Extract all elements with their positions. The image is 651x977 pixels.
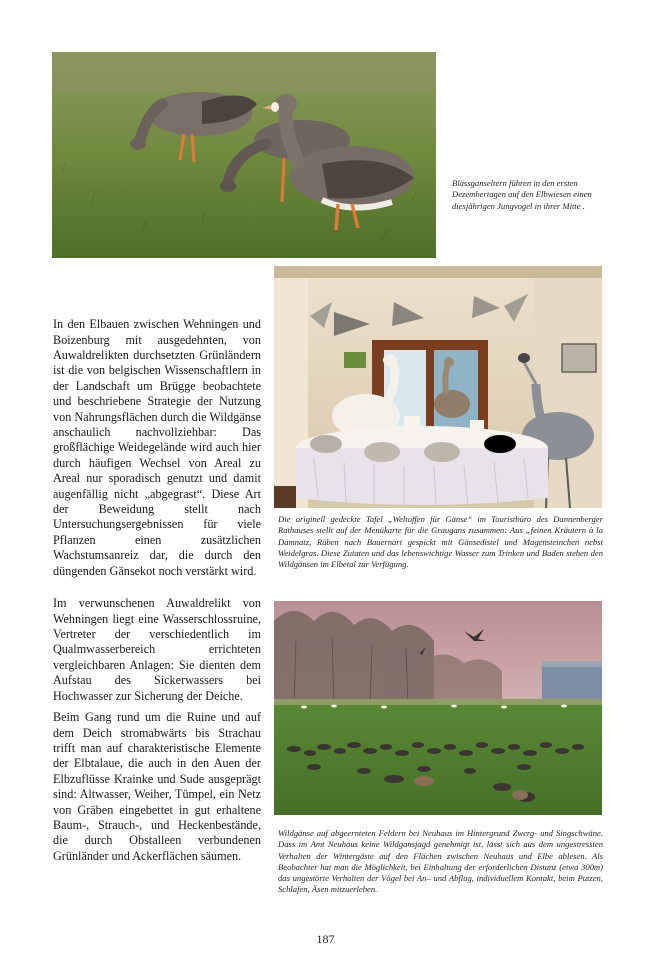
photo-geese-meadow bbox=[52, 52, 436, 258]
body-paragraph-3: Beim Gang rund um die Ruine und auf dem Deich stromabwärts bis Strachau trifft man auf charakteristische Elemente der Elbtalaue, die auch in den Auen der Elbzuflüsse Krainke und Sude ausgeprägt sind: Altwasser, Weiher, Tümpel, ein Netz von Gräben eingebettet in gut erhaltene Baum-, Strauch-, und Heckenbestände, die durch Obstalleen verbundenen Grünländer und Ackerflächen säumen. bbox=[53, 710, 261, 863]
photo-goose-table-exhibit bbox=[274, 266, 602, 508]
caption-geese: Blässganseltern führen in den ersten Dezembertagen auf den Elbwiesen einen diesjährigen Jungvogel in ihrer Mitte . bbox=[452, 178, 592, 211]
page-number: 187 bbox=[316, 932, 335, 946]
photo-geese-field bbox=[274, 601, 602, 815]
body-paragraph-2: Im verwunschenen Auwaldrelikt von Wehningen liegt eine Wasserschlossruine, Vertreter der verschiedentlich im Qualmwasserbereich errichteten vergleichbaren Anlagen: Sie dienten dem Aufstau des Sickerwassers bei Hochwasser zur Sicherung der Deiche. bbox=[53, 596, 261, 703]
caption-field: Wildgänse auf abgeernteten Feldern bei Neuhaus im Hintergrund Zwerg- und Singschwäne. Dass im Amt Neuhaus keine Wildgansjagd genehmigt ist, lässt sich aus dem ungestressten Verhalten der Wintergäste auf den Flächen zwischen Neuhaus und Elbe ablesen. Als Beobachter hat man die Möglichkeit, bei Einhaltung der erforderlichen Distanz (etwa 300m) das ungestörte Verhalten der Vögel bei An– und Abflug, individuellem Kontakt, beim Putzen, Schlafen, Äsen mitzuerleben. bbox=[278, 828, 603, 895]
body-paragraph-1: In den Elbauen zwischen Wehningen und Boizenburg mit ausgedehnten, von Auwaldrelikten durchsetzten Grünländern ist die von belgischen Wissenschaftlern in der Landschaft um Brügge beobachtete und beschriebene Strategie der Nutzung von Nahrungsflächen durch die Wildgänse anschaulich nachvollziehbar: Das großflächige Weidegelände wird auch hier durch häufigen Wechsel von Areal zu Areal nur sporadisch genutzt und damit augenfällig nicht „abgegrast“. Diese Art der Beweidung stellt nach Untersuchungsergebnissen für viele Pflanzen einen zusätzlichen Wachstumsanreiz dar, die durch den düngenden Gänsekot noch verstärkt wird. bbox=[53, 317, 261, 578]
caption-table: Die originell gedeckte Tafel „Weltoffen für Gänse“ im Touristbüro des Dannenberger Rathauses stellt auf der Menükarte für die Graugans zusammen: Aus „feinen Kräutern à la Damnatz, Rüben nach Bauernart gespickt mit Gänsedistel und Magensteinchen nebst Weidelgras. Diese Zutaten und das lebenswichtige Wasser zum Trinken und Baden stehen den Wildgänsen im Elbetal zur Verfügung. bbox=[278, 514, 603, 570]
